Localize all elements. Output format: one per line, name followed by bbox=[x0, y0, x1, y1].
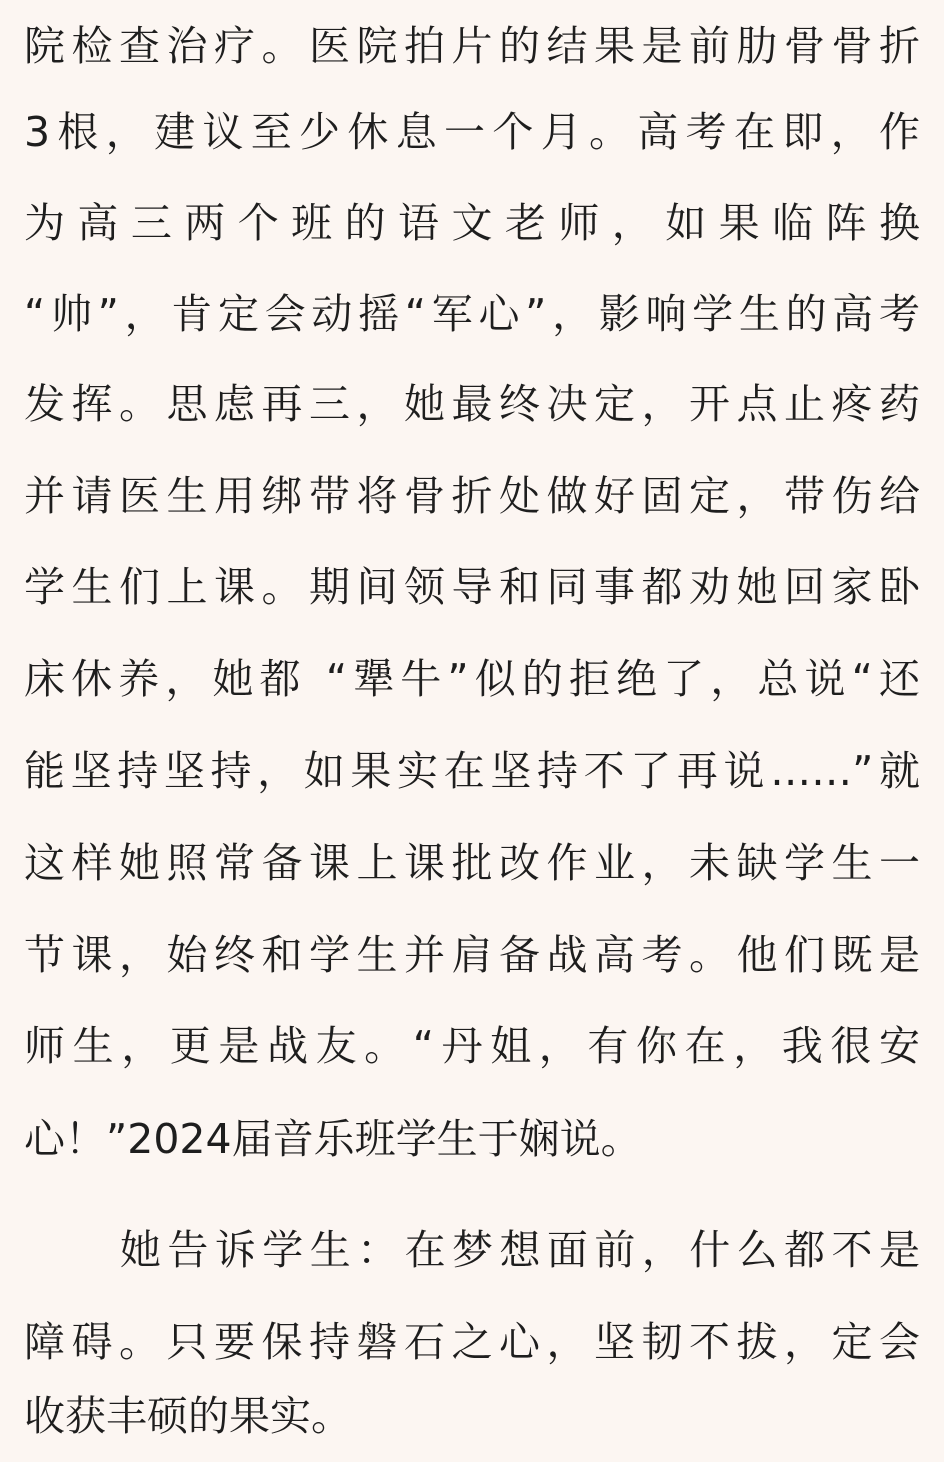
text-line: 师生，更是战友。“丹姐，有你在，我很安 bbox=[24, 1022, 920, 1070]
text-line: 能坚持坚持，如果实在坚持不了再说……”就 bbox=[24, 747, 920, 795]
text-line: 为高三两个班的语文老师，如果临阵换 bbox=[24, 199, 920, 247]
text-line: 学生们上课。期间领导和同事都劝她回家卧 bbox=[24, 563, 920, 611]
text-line: 院检查治疗。医院拍片的结果是前肋骨骨折 bbox=[24, 22, 920, 70]
text-line: 节课，始终和学生并肩备战高考。他们既是 bbox=[24, 931, 920, 979]
text-line: 床休养，她都 “犟牛”似的拒绝了，总说“还 bbox=[24, 655, 920, 703]
text-line: “帅”，肯定会动摇“军心”，影响学生的高考 bbox=[24, 290, 920, 338]
text-line: 收获丰硕的果实。 bbox=[24, 1392, 352, 1440]
text-line: 这样她照常备课上课批改作业，未缺学生一 bbox=[24, 839, 920, 887]
text-line: 障碍。只要保持磐石之心，坚韧不拔，定会 bbox=[24, 1318, 920, 1366]
text-line: 发挥。思虑再三，她最终决定，开点止疼药 bbox=[24, 380, 920, 428]
text-line: 心！”2024届音乐班学生于娴说。 bbox=[24, 1115, 642, 1163]
text-line: 3根，建议至少休息一个月。高考在即，作 bbox=[24, 108, 920, 156]
text-line: 她告诉学生：在梦想面前，什么都不是 bbox=[120, 1226, 920, 1274]
text-line: 并请医生用绑带将骨折处做好固定，带伤给 bbox=[24, 472, 920, 520]
